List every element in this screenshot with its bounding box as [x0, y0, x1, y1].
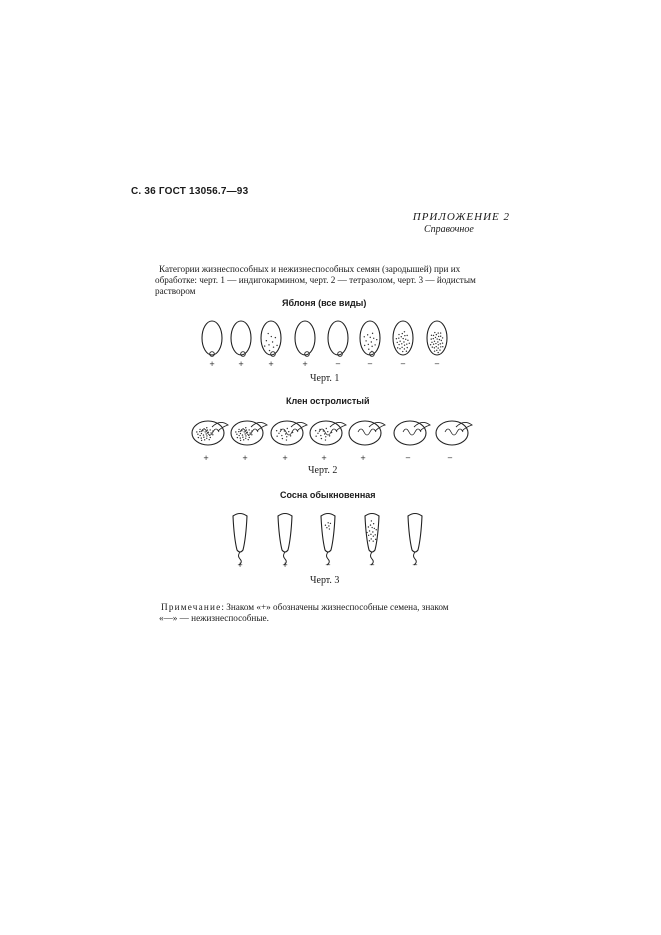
- maple-seed-stain: [241, 430, 242, 431]
- maple-seed-stain: [201, 437, 202, 438]
- apple-seed-stain: [368, 344, 369, 345]
- maple-seed-stain: [282, 438, 283, 439]
- pine-seed-4: [365, 514, 379, 553]
- apple-seed-stain: [442, 337, 443, 338]
- maple-seed-stain: [327, 431, 328, 432]
- figure3-caption: Черт. 3: [310, 575, 340, 586]
- maple-seed-2: [231, 421, 263, 445]
- pine-seed-stain: [326, 527, 327, 528]
- maple-seed-radicle: [414, 422, 430, 431]
- pine-seed-stain: [370, 524, 371, 525]
- maple-seed-stain: [203, 437, 204, 438]
- apple-seed-embryo-tip: [338, 352, 343, 357]
- maple-seed-cotyledon: [280, 429, 298, 435]
- pine-seed-stain: [330, 523, 331, 524]
- apple-seed-stain: [406, 343, 407, 344]
- apple-seed-stain: [438, 336, 439, 337]
- figure2-caption: Черт. 2: [308, 465, 338, 476]
- apple-seed-stain: [402, 333, 403, 334]
- pine-seed-stain: [366, 532, 367, 533]
- maple-seed-stain: [324, 433, 325, 434]
- maple-seed-stain: [251, 430, 252, 431]
- maple-seed-stain: [204, 439, 205, 440]
- maple-seed-stain: [238, 429, 239, 430]
- maple-seed-stain: [210, 437, 211, 438]
- apple-seed-stain: [436, 346, 437, 347]
- apple-seed-stain: [435, 343, 436, 344]
- apple-seed-stain: [406, 335, 407, 336]
- apple-seed-stain: [396, 338, 397, 339]
- maple-seed-stain: [286, 436, 287, 437]
- apple-seed-stain: [437, 341, 438, 342]
- apple-seed-stain: [431, 342, 432, 343]
- maple-seed-stain: [276, 436, 277, 437]
- apple-seed-stain: [439, 349, 440, 350]
- maple-seed-stain: [247, 432, 248, 433]
- apple-seed-stain: [406, 351, 407, 352]
- apple-seed-stain: [401, 336, 402, 337]
- apple-seed-stain: [404, 331, 405, 332]
- maple-seed-radicle: [291, 422, 307, 431]
- apple-seed-stain: [438, 332, 439, 333]
- maple-seed-stain: [209, 429, 210, 430]
- maple-seed-stain: [329, 435, 330, 436]
- pine-seed-stain: [325, 525, 326, 526]
- pine-seed-stain: [373, 540, 374, 541]
- maple-seed-stain: [292, 432, 293, 433]
- maple-seed-stain: [320, 435, 321, 436]
- maple-seed-stain: [248, 439, 249, 440]
- apple-seed-stain: [401, 343, 402, 344]
- maple-seed-stain: [207, 429, 208, 430]
- pine-seed-stain: [376, 529, 377, 530]
- apple-seed-stain: [438, 347, 439, 348]
- maple-seed-radicle: [212, 422, 228, 431]
- apple-seed-stain: [401, 347, 402, 348]
- note-line-1: : Знаком «+» обозначены жизнеспособные семена, знаком: [221, 602, 449, 612]
- pine-seed-stain: [368, 526, 369, 527]
- apple-seed-stain: [370, 337, 371, 338]
- maple-seed-sign: −: [405, 454, 411, 462]
- page-header: С. 36 ГОСТ 13056.7—93: [131, 186, 249, 197]
- apple-seed-stain: [371, 351, 372, 352]
- maple-seed-stain: [212, 430, 213, 431]
- maple-seed-stain: [203, 434, 204, 435]
- maple-seed-stain: [206, 438, 207, 439]
- maple-seed-stain: [245, 435, 246, 436]
- apple-seed-stain: [436, 338, 437, 339]
- apple-seed-stain: [372, 333, 373, 334]
- maple-seed-radicle: [251, 422, 267, 431]
- maple-seed-stain: [288, 431, 289, 432]
- apple-seed-stain: [434, 332, 435, 333]
- maple-seed-stain: [244, 431, 245, 432]
- maple-seed-stain: [249, 437, 250, 438]
- apple-seed-2: [231, 321, 251, 355]
- apple-seed-stain: [433, 344, 434, 345]
- apple-seed-stain: [397, 342, 398, 343]
- apple-seed-sign: −: [434, 360, 440, 368]
- maple-seed-stain: [331, 432, 332, 433]
- maple-seed-stain: [242, 437, 243, 438]
- maple-seed-stain: [290, 435, 291, 436]
- maple-seed-stain: [209, 439, 210, 440]
- maple-seed-stain: [276, 430, 277, 431]
- maple-seed-cotyledon: [403, 429, 421, 435]
- maple-seed-stain: [202, 430, 203, 431]
- apple-seed-stain: [365, 340, 366, 341]
- apple-seed-stain: [404, 335, 405, 336]
- maple-seed-stain: [325, 439, 326, 440]
- pine-seed-5: [408, 514, 422, 553]
- maple-seed-stain: [248, 429, 249, 430]
- apple-seed-stain: [437, 352, 438, 353]
- maple-seed-stain: [197, 434, 198, 435]
- apple-seed-stain: [399, 341, 400, 342]
- apple-seed-stain: [438, 344, 439, 345]
- apple-seed-stain: [404, 348, 405, 349]
- maple-seed-cotyledon: [319, 429, 337, 435]
- apple-seed-stain: [405, 339, 406, 340]
- pine-seed-sign: −: [325, 561, 331, 569]
- note-line-2: «—» — нежизнеспособные.: [159, 613, 269, 623]
- maple-seed-stain: [280, 429, 281, 430]
- maple-seed-stain: [321, 438, 322, 439]
- maple-seed-stain: [235, 431, 236, 432]
- apple-seed-stain: [364, 345, 365, 346]
- pine-seed-stain: [369, 530, 370, 531]
- apple-seed-stain: [268, 344, 269, 345]
- apple-seed-5: [328, 321, 348, 355]
- maple-seed-stain: [206, 435, 207, 436]
- appendix-title: ПРИЛОЖЕНИЕ 2: [412, 211, 510, 223]
- apple-seed-sign: +: [268, 360, 274, 368]
- maple-seed-stain: [251, 434, 252, 435]
- apple-seed-sign: −: [335, 360, 341, 368]
- apple-seed-stain: [273, 346, 274, 347]
- apple-seed-stain: [402, 351, 403, 352]
- apple-seed-1: [202, 321, 222, 355]
- maple-seed-stain: [281, 435, 282, 436]
- apple-seed-stain: [433, 335, 434, 336]
- apple-seed-stain: [436, 334, 437, 335]
- pine-seed-stain: [373, 523, 374, 524]
- maple-seed-sign: +: [203, 454, 209, 462]
- maple-seed-stain: [206, 433, 207, 434]
- maple-seed-stain: [285, 433, 286, 434]
- pine-seed-sign: +: [282, 561, 288, 569]
- maple-seed-cotyledon: [201, 429, 219, 435]
- apple-seed-stain: [434, 341, 435, 342]
- maple-seed-stain: [242, 428, 243, 429]
- apple-seed-8: [427, 321, 447, 355]
- pine-seed-3: [321, 514, 335, 553]
- pine-seed-radicle: [327, 552, 330, 565]
- apple-seed-stain: [402, 338, 403, 339]
- maple-seed-stain: [240, 437, 241, 438]
- apple-seed-stain: [431, 338, 432, 339]
- figure2-title: Клен остролистый: [286, 396, 370, 406]
- maple-seed-stain: [246, 429, 247, 430]
- apple-seed-stain: [434, 347, 435, 348]
- maple-seed-4: [310, 421, 342, 445]
- apple-seed-stain: [371, 346, 372, 347]
- pine-seed-1: [233, 514, 247, 553]
- maple-seed-sign: −: [447, 454, 453, 462]
- maple-seed-stain: [238, 431, 239, 432]
- maple-seed-stain: [199, 435, 200, 436]
- maple-seed-stain: [317, 433, 318, 434]
- maple-seed-sign: +: [242, 454, 248, 462]
- apple-seed-stain: [268, 333, 269, 334]
- apple-seed-embryo-tip: [271, 352, 276, 357]
- apple-seed-stain: [442, 346, 443, 347]
- apple-seed-stain: [374, 344, 375, 345]
- maple-seed-stain: [284, 430, 285, 431]
- pine-seed-stain: [368, 535, 369, 536]
- maple-seed-stain: [210, 432, 211, 433]
- note-label: Примечание: [161, 602, 222, 612]
- pine-seed-stain: [329, 528, 330, 529]
- pine-seed-stain: [369, 540, 370, 541]
- maple-seed-stain: [315, 430, 316, 431]
- maple-seed-radicle: [456, 422, 472, 431]
- pine-seed-radicle: [371, 552, 374, 565]
- maple-seed-cotyledon: [240, 429, 258, 435]
- maple-seed-stain: [245, 438, 246, 439]
- apple-seed-stain: [373, 338, 374, 339]
- pine-seed-stain: [371, 527, 372, 528]
- apple-seed-sign: +: [209, 360, 215, 368]
- maple-seed-stain: [205, 431, 206, 432]
- pine-seed-stain: [370, 534, 371, 535]
- maple-seed-stain: [240, 433, 241, 434]
- apple-seed-stain: [431, 335, 432, 336]
- maple-seed-stain: [286, 439, 287, 440]
- maple-seed-stain: [323, 430, 324, 431]
- maple-seed-stain: [203, 428, 204, 429]
- maple-seed-stain: [319, 429, 320, 430]
- apple-seed-sign: −: [367, 360, 373, 368]
- intro-line-1: Категории жизнеспособных и нежизнеспособных семян (зародышей) при их: [159, 264, 461, 274]
- intro-line-3: раствором: [155, 286, 196, 296]
- apple-seed-stain: [432, 346, 433, 347]
- apple-seed-stain: [398, 344, 399, 345]
- maple-seed-stain: [208, 432, 209, 433]
- maple-seed-stain: [196, 431, 197, 432]
- apple-seed-stain: [266, 340, 267, 341]
- maple-seed-stain: [201, 440, 202, 441]
- maple-seed-stain: [245, 427, 246, 428]
- apple-seed-stain: [364, 336, 365, 337]
- maple-seed-3: [271, 421, 303, 445]
- pine-seed-stain: [374, 528, 375, 529]
- pine-seed-stain: [375, 534, 376, 535]
- maple-seed-stain: [206, 427, 207, 428]
- maple-seed-stain: [199, 431, 200, 432]
- apple-seed-stain: [440, 343, 441, 344]
- maple-seed-stain: [243, 439, 244, 440]
- apple-seed-stain: [441, 340, 442, 341]
- maple-seed-cotyledon: [358, 429, 376, 435]
- pine-seed-radicle: [239, 552, 242, 565]
- maple-seed-stain: [278, 433, 279, 434]
- apple-seed-stain: [439, 339, 440, 340]
- maple-seed-6: [394, 421, 426, 445]
- maple-seed-sign: +: [321, 454, 327, 462]
- pine-seed-stain: [328, 525, 329, 526]
- apple-seed-stain: [440, 332, 441, 333]
- apple-seed-stain: [409, 343, 410, 344]
- apple-seed-stain: [407, 347, 408, 348]
- apple-seed-sign: +: [302, 360, 308, 368]
- apple-seed-stain: [436, 350, 437, 351]
- maple-seed-stain: [248, 435, 249, 436]
- apple-seed-stain: [276, 345, 277, 346]
- pine-seed-radicle: [284, 552, 287, 565]
- apple-seed-embryo-tip: [210, 352, 215, 357]
- apple-seed-stain: [376, 339, 377, 340]
- apple-seed-sign: −: [400, 360, 406, 368]
- pine-seed-sign: −: [369, 561, 375, 569]
- maple-seed-stain: [212, 434, 213, 435]
- apple-seed-stain: [399, 348, 400, 349]
- maple-seed-stain: [209, 435, 210, 436]
- apple-seed-sign: +: [238, 360, 244, 368]
- apple-seed-stain: [397, 347, 398, 348]
- apple-seed-6: [360, 321, 380, 355]
- maple-seed-5: [349, 421, 381, 445]
- apple-seed-stain: [403, 341, 404, 342]
- apple-seed-stain: [407, 340, 408, 341]
- apple-seed-stain: [433, 338, 434, 339]
- apple-seed-embryo-tip: [370, 352, 375, 357]
- maple-seed-stain: [236, 434, 237, 435]
- apple-seed-3: [261, 321, 281, 355]
- apple-seed-stain: [271, 336, 272, 337]
- apple-seed-stain: [398, 334, 399, 335]
- maple-seed-stain: [245, 433, 246, 434]
- maple-seed-stain: [240, 440, 241, 441]
- apple-seed-stain: [440, 346, 441, 347]
- intro-line-2: обработке: черт. 1 — индигокармином, черт. 2 — тетразолом, черт. 3 — йодистым: [155, 275, 476, 285]
- pine-seed-sign: +: [237, 561, 243, 569]
- intro-paragraph: [155, 264, 511, 297]
- apple-seed-embryo-tip: [305, 352, 310, 357]
- apple-seed-stain: [434, 350, 435, 351]
- note-paragraph: [161, 602, 511, 624]
- apple-seed-stain: [442, 342, 443, 343]
- pine-seed-2: [278, 514, 292, 553]
- maple-seed-1: [192, 421, 224, 445]
- maple-seed-radicle: [369, 422, 385, 431]
- maple-seed-stain: [238, 435, 239, 436]
- apple-seed-stain: [272, 341, 273, 342]
- maple-seed-stain: [315, 436, 316, 437]
- maple-seed-stain: [199, 429, 200, 430]
- apple-seed-7: [393, 321, 413, 355]
- figure3-title: Сосна обыкновенная: [280, 490, 376, 500]
- apple-seed-stain: [275, 337, 276, 338]
- figure1-title: Яблоня (все виды): [282, 298, 367, 308]
- maple-seed-stain: [326, 428, 327, 429]
- apple-seed-stain: [367, 334, 368, 335]
- apple-seed-stain: [264, 345, 265, 346]
- pine-seed-stain: [327, 522, 328, 523]
- pine-seed-stain: [371, 538, 372, 539]
- apple-seed-embryo-tip: [241, 352, 246, 357]
- maple-seed-stain: [249, 432, 250, 433]
- appendix-subtitle: Справочное: [424, 224, 474, 235]
- apple-seed-stain: [435, 337, 436, 338]
- maple-seed-sign: +: [360, 454, 366, 462]
- maple-seed-stain: [242, 434, 243, 435]
- apple-seed-stain: [371, 341, 372, 342]
- apple-seed-stain: [269, 350, 270, 351]
- apple-seed-stain: [368, 349, 369, 350]
- maple-seed-stain: [198, 437, 199, 438]
- apple-seed-4: [295, 321, 315, 355]
- maple-seed-7: [436, 421, 468, 445]
- apple-seed-stain: [398, 337, 399, 338]
- apple-seed-stain: [440, 336, 441, 337]
- maple-seed-radicle: [330, 422, 346, 431]
- maple-seed-stain: [325, 436, 326, 437]
- figure1-caption: Черт. 1: [310, 373, 340, 384]
- apple-seed-stain: [430, 344, 431, 345]
- apple-seed-stain: [404, 345, 405, 346]
- pine-seed-stain: [372, 531, 373, 532]
- maple-seed-stain: [237, 437, 238, 438]
- pine-seed-stain: [375, 539, 376, 540]
- maple-seed-cotyledon: [445, 429, 463, 435]
- maple-seed-sign: +: [282, 454, 288, 462]
- pine-seed-stain: [371, 520, 372, 521]
- pine-seed-radicle: [414, 552, 417, 565]
- pine-seed-sign: −: [412, 561, 418, 569]
- pine-seed-stain: [373, 535, 374, 536]
- maple-seed-stain: [287, 428, 288, 429]
- maple-seed-stain: [201, 433, 202, 434]
